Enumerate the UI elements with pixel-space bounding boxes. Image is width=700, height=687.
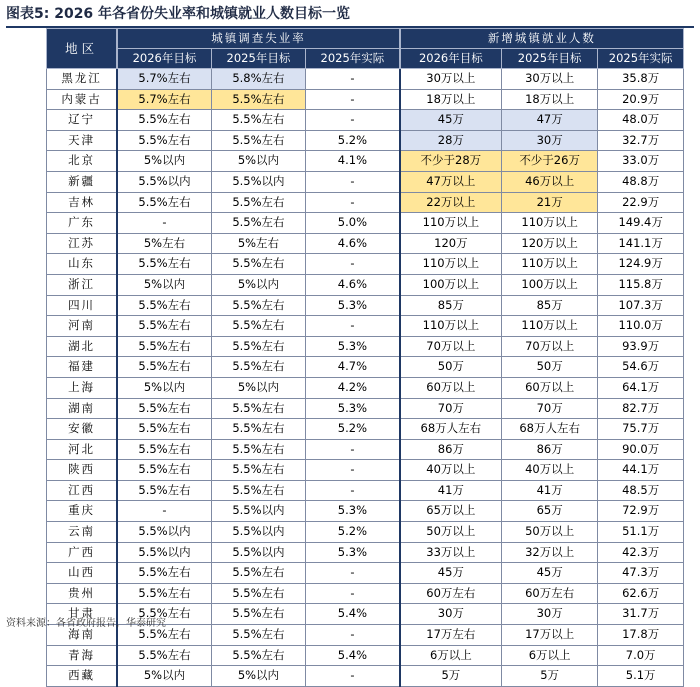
province-cell: 重庆 [47, 501, 118, 522]
unemployment-2025-actual-cell: - [306, 254, 400, 275]
employment-2025-actual-cell: 22.9万 [598, 192, 684, 213]
employment-2025-target-cell: 86万 [501, 439, 597, 460]
table-row [47, 192, 684, 213]
header-e-2025-target: 2025年目标 [501, 49, 597, 69]
table-row [47, 439, 684, 460]
unemployment-2025-target-cell: 5.5%左右 [211, 192, 305, 213]
unemployment-2025-target-cell: 5%以内 [211, 151, 305, 172]
employment-2025-target-cell: 30万以上 [501, 69, 597, 90]
header-employment-group: 新增城镇就业人数 [400, 29, 684, 49]
employment-2026-target-cell: 41万 [400, 480, 502, 501]
employment-2025-actual-cell: 93.9万 [598, 336, 684, 357]
employment-2026-target-cell: 85万 [400, 295, 502, 316]
unemployment-2025-target-cell: 5%以内 [211, 274, 305, 295]
unemployment-2025-target-cell: 5.5%左右 [211, 419, 305, 440]
province-cell: 湖北 [47, 336, 118, 357]
employment-2026-target-cell: 47万以上 [400, 171, 502, 192]
employment-2025-actual-cell: 42.3万 [598, 542, 684, 563]
unemployment-2025-target-cell: 5.5%左右 [211, 89, 305, 110]
unemployment-2026-target-cell: 5%左右 [117, 233, 211, 254]
unemployment-2026-target-cell: 5.7%左右 [117, 69, 211, 90]
table-row [47, 151, 684, 172]
province-cell: 贵州 [47, 583, 118, 604]
table-row [47, 460, 684, 481]
employment-2026-target-cell: 110万以上 [400, 316, 502, 337]
employment-2025-target-cell: 32万以上 [501, 542, 597, 563]
unemployment-2025-actual-cell: 5.0% [306, 213, 400, 234]
employment-2026-target-cell: 45万 [400, 563, 502, 584]
province-cell: 福建 [47, 357, 118, 378]
table-row [47, 480, 684, 501]
table-row [47, 522, 684, 543]
table-row [47, 274, 684, 295]
unemployment-2025-actual-cell: 5.2% [306, 522, 400, 543]
unemployment-2026-target-cell: 5.5%左右 [117, 563, 211, 584]
employment-2025-target-cell: 110万以上 [501, 213, 597, 234]
unemployment-2026-target-cell: 5%以内 [117, 151, 211, 172]
unemployment-2025-actual-cell: - [306, 171, 400, 192]
employment-2025-target-cell: 41万 [501, 480, 597, 501]
table-row [47, 89, 684, 110]
province-cell: 陕西 [47, 460, 118, 481]
table-row [47, 69, 684, 90]
employment-2025-target-cell: 110万以上 [501, 316, 597, 337]
unemployment-2026-target-cell: 5.5%左右 [117, 439, 211, 460]
employment-2026-target-cell: 70万 [400, 398, 502, 419]
unemployment-2025-target-cell: 5.5%左右 [211, 645, 305, 666]
header-region: 地区 [47, 29, 118, 69]
province-cell: 青海 [47, 645, 118, 666]
employment-2025-target-cell: 46万以上 [501, 171, 597, 192]
unemployment-2025-target-cell: 5.5%左右 [211, 604, 305, 625]
employment-2025-target-cell: 47万 [501, 110, 597, 131]
unemployment-2025-target-cell: 5.5%左右 [211, 110, 305, 131]
employment-2026-target-cell: 65万以上 [400, 501, 502, 522]
unemployment-2026-target-cell: 5.5%左右 [117, 398, 211, 419]
unemployment-2026-target-cell: 5.5%左右 [117, 604, 211, 625]
unemployment-2025-target-cell: 5.5%以内 [211, 542, 305, 563]
unemployment-2025-actual-cell: 5.3% [306, 542, 400, 563]
employment-2025-actual-cell: 47.3万 [598, 563, 684, 584]
unemployment-2026-target-cell: 5.5%以内 [117, 522, 211, 543]
unemployment-2025-target-cell: 5%以内 [211, 666, 305, 687]
employment-2026-target-cell: 6万以上 [400, 645, 502, 666]
employment-2025-target-cell: 17万以上 [501, 625, 597, 646]
unemployment-2025-actual-cell: 5.3% [306, 501, 400, 522]
unemployment-2025-actual-cell: - [306, 192, 400, 213]
employment-2025-actual-cell: 110.0万 [598, 316, 684, 337]
employment-2025-target-cell: 68万人左右 [501, 419, 597, 440]
employment-2026-target-cell: 22万以上 [400, 192, 502, 213]
table-row [47, 110, 684, 131]
employment-2026-target-cell: 45万 [400, 110, 502, 131]
province-cell: 河南 [47, 316, 118, 337]
unemployment-2025-actual-cell: 4.1% [306, 151, 400, 172]
employment-2026-target-cell: 60万以上 [400, 377, 502, 398]
province-cell: 江西 [47, 480, 118, 501]
employment-2025-target-cell: 60万左右 [501, 583, 597, 604]
source-note: 资料来源：各省政府报告，华泰研究 [6, 618, 166, 629]
employment-2025-target-cell: 65万 [501, 501, 597, 522]
employment-2025-actual-cell: 64.1万 [598, 377, 684, 398]
unemployment-2025-actual-cell: 4.6% [306, 233, 400, 254]
employment-2025-actual-cell: 141.1万 [598, 233, 684, 254]
table-row [47, 501, 684, 522]
unemployment-2025-target-cell: 5.5%左右 [211, 460, 305, 481]
employment-2025-actual-cell: 33.0万 [598, 151, 684, 172]
table-row [47, 563, 684, 584]
unemployment-2026-target-cell: 5.5%左右 [117, 480, 211, 501]
unemployment-2025-target-cell: 5.5%左右 [211, 398, 305, 419]
province-cell: 浙江 [47, 274, 118, 295]
unemployment-2026-target-cell: 5.7%左右 [117, 89, 211, 110]
unemployment-2025-actual-cell: - [306, 625, 400, 646]
unemployment-2026-target-cell: 5.5%左右 [117, 110, 211, 131]
table-row [47, 316, 684, 337]
employment-2025-target-cell: 不少于26万 [501, 151, 597, 172]
employment-2025-actual-cell: 48.0万 [598, 110, 684, 131]
employment-2025-target-cell: 40万以上 [501, 460, 597, 481]
unemployment-2026-target-cell: 5.5%左右 [117, 316, 211, 337]
table-row [47, 233, 684, 254]
unemployment-2026-target-cell: 5.5%左右 [117, 130, 211, 151]
unemployment-2025-actual-cell: - [306, 439, 400, 460]
employment-2026-target-cell: 40万以上 [400, 460, 502, 481]
province-cell: 新疆 [47, 171, 118, 192]
employment-2025-actual-cell: 90.0万 [598, 439, 684, 460]
province-cell: 天津 [47, 130, 118, 151]
figure-title: 图表5: 2026 年各省份失业率和城镇就业人数目标一览 [6, 6, 351, 22]
employment-2025-actual-cell: 5.1万 [598, 666, 684, 687]
employment-2025-target-cell: 100万以上 [501, 274, 597, 295]
table-row [47, 398, 684, 419]
employment-2025-target-cell: 50万 [501, 357, 597, 378]
employment-2026-target-cell: 120万 [400, 233, 502, 254]
unemployment-2025-actual-cell: 5.4% [306, 604, 400, 625]
province-cell: 江苏 [47, 233, 118, 254]
employment-2025-actual-cell: 17.8万 [598, 625, 684, 646]
employment-2026-target-cell: 60万左右 [400, 583, 502, 604]
unemployment-2025-target-cell: 5.5%左右 [211, 480, 305, 501]
header-u-2025-actual: 2025年实际 [306, 49, 400, 69]
employment-2026-target-cell: 70万以上 [400, 336, 502, 357]
employment-2025-target-cell: 6万以上 [501, 645, 597, 666]
province-cell: 河北 [47, 439, 118, 460]
unemployment-2025-actual-cell: 5.4% [306, 645, 400, 666]
employment-2026-target-cell: 33万以上 [400, 542, 502, 563]
employment-2026-target-cell: 17万左右 [400, 625, 502, 646]
employment-2025-actual-cell: 7.0万 [598, 645, 684, 666]
province-cell: 西藏 [47, 666, 118, 687]
unemployment-2025-actual-cell: 4.6% [306, 274, 400, 295]
province-cell: 辽宁 [47, 110, 118, 131]
table-row [47, 419, 684, 440]
unemployment-2025-actual-cell: - [306, 69, 400, 90]
unemployment-2025-target-cell: 5.5%左右 [211, 213, 305, 234]
unemployment-2025-actual-cell: 5.2% [306, 130, 400, 151]
unemployment-2026-target-cell: 5.5%左右 [117, 583, 211, 604]
unemployment-2026-target-cell: 5.5%以内 [117, 542, 211, 563]
province-cell: 四川 [47, 295, 118, 316]
unemployment-2025-target-cell: 5.5%以内 [211, 501, 305, 522]
province-cell: 北京 [47, 151, 118, 172]
unemployment-2025-target-cell: 5%左右 [211, 233, 305, 254]
unemployment-2026-target-cell: 5.5%以内 [117, 171, 211, 192]
unemployment-2025-actual-cell: 4.7% [306, 357, 400, 378]
employment-2025-actual-cell: 149.4万 [598, 213, 684, 234]
province-cell: 广西 [47, 542, 118, 563]
unemployment-2025-target-cell: 5.5%以内 [211, 171, 305, 192]
employment-2025-target-cell: 45万 [501, 563, 597, 584]
unemployment-2025-target-cell: 5.5%左右 [211, 254, 305, 275]
province-cell: 黑龙江 [47, 69, 118, 90]
targets-table [46, 28, 684, 687]
table-row [47, 666, 684, 687]
employment-2025-target-cell: 18万以上 [501, 89, 597, 110]
unemployment-2026-target-cell: - [117, 213, 211, 234]
employment-2025-target-cell: 30万 [501, 130, 597, 151]
employment-2026-target-cell: 100万以上 [400, 274, 502, 295]
unemployment-2026-target-cell: 5%以内 [117, 666, 211, 687]
employment-2026-target-cell: 50万 [400, 357, 502, 378]
employment-2025-actual-cell: 115.8万 [598, 274, 684, 295]
province-cell: 山东 [47, 254, 118, 275]
employment-2025-actual-cell: 44.1万 [598, 460, 684, 481]
unemployment-2025-target-cell: 5.8%左右 [211, 69, 305, 90]
header-u-2025-target: 2025年目标 [211, 49, 305, 69]
employment-2026-target-cell: 28万 [400, 130, 502, 151]
employment-2025-actual-cell: 54.6万 [598, 357, 684, 378]
employment-2025-target-cell: 70万以上 [501, 336, 597, 357]
unemployment-2026-target-cell: 5.5%左右 [117, 295, 211, 316]
unemployment-2025-actual-cell: - [306, 666, 400, 687]
employment-2025-actual-cell: 82.7万 [598, 398, 684, 419]
employment-2025-actual-cell: 48.5万 [598, 480, 684, 501]
province-cell: 内蒙古 [47, 89, 118, 110]
employment-2026-target-cell: 30万以上 [400, 69, 502, 90]
table-body [47, 69, 684, 687]
employment-2025-actual-cell: 75.7万 [598, 419, 684, 440]
table-row [47, 542, 684, 563]
employment-2025-target-cell: 60万以上 [501, 377, 597, 398]
unemployment-2025-actual-cell: 5.3% [306, 295, 400, 316]
employment-2025-target-cell: 5万 [501, 666, 597, 687]
unemployment-2025-actual-cell: 5.3% [306, 398, 400, 419]
header-u-2026-target: 2026年目标 [117, 49, 211, 69]
employment-2025-target-cell: 70万 [501, 398, 597, 419]
employment-2025-actual-cell: 31.7万 [598, 604, 684, 625]
province-cell: 海南 [47, 625, 118, 646]
table-row [47, 377, 684, 398]
table-row [47, 295, 684, 316]
unemployment-2026-target-cell: 5.5%左右 [117, 460, 211, 481]
unemployment-2025-target-cell: 5.5%左右 [211, 625, 305, 646]
table-row [47, 357, 684, 378]
employment-2026-target-cell: 50万以上 [400, 522, 502, 543]
employment-2025-actual-cell: 107.3万 [598, 295, 684, 316]
unemployment-2025-target-cell: 5%以内 [211, 377, 305, 398]
unemployment-2026-target-cell: 5.5%左右 [117, 254, 211, 275]
employment-2026-target-cell: 18万以上 [400, 89, 502, 110]
employment-2025-actual-cell: 51.1万 [598, 522, 684, 543]
unemployment-2025-actual-cell: 5.3% [306, 336, 400, 357]
unemployment-2025-actual-cell: - [306, 316, 400, 337]
unemployment-2026-target-cell: 5.5%左右 [117, 419, 211, 440]
table-row [47, 583, 684, 604]
unemployment-2025-actual-cell: 5.2% [306, 419, 400, 440]
unemployment-2026-target-cell: 5.5%左右 [117, 357, 211, 378]
employment-2025-actual-cell: 20.9万 [598, 89, 684, 110]
header-group-row [47, 29, 684, 49]
employment-2025-actual-cell: 72.9万 [598, 501, 684, 522]
header-unemployment-group: 城镇调查失业率 [117, 29, 400, 49]
header-e-2025-actual: 2025年实际 [598, 49, 684, 69]
unemployment-2025-target-cell: 5.5%左右 [211, 336, 305, 357]
employment-2025-target-cell: 120万以上 [501, 233, 597, 254]
unemployment-2026-target-cell: 5.5%左右 [117, 645, 211, 666]
unemployment-2026-target-cell: 5.5%左右 [117, 192, 211, 213]
employment-2025-target-cell: 30万 [501, 604, 597, 625]
province-cell: 湖南 [47, 398, 118, 419]
table-row [47, 336, 684, 357]
province-cell: 山西 [47, 563, 118, 584]
unemployment-2025-target-cell: 5.5%左右 [211, 130, 305, 151]
employment-2025-actual-cell: 62.6万 [598, 583, 684, 604]
province-cell: 广东 [47, 213, 118, 234]
unemployment-2025-actual-cell: - [306, 563, 400, 584]
province-cell: 甘肃 [47, 604, 118, 625]
employment-2025-target-cell: 50万以上 [501, 522, 597, 543]
table-row [47, 254, 684, 275]
employment-2026-target-cell: 110万以上 [400, 213, 502, 234]
unemployment-2026-target-cell: 5%以内 [117, 274, 211, 295]
unemployment-2025-actual-cell: - [306, 583, 400, 604]
employment-2026-target-cell: 86万 [400, 439, 502, 460]
unemployment-2025-actual-cell: - [306, 480, 400, 501]
unemployment-2025-actual-cell: 4.2% [306, 377, 400, 398]
employment-2025-target-cell: 21万 [501, 192, 597, 213]
province-cell: 上海 [47, 377, 118, 398]
employment-2026-target-cell: 68万人左右 [400, 419, 502, 440]
employment-2025-target-cell: 85万 [501, 295, 597, 316]
unemployment-2025-target-cell: 5.5%左右 [211, 316, 305, 337]
table-row [47, 213, 684, 234]
unemployment-2026-target-cell: 5.5%左右 [117, 625, 211, 646]
province-cell: 安徽 [47, 419, 118, 440]
employment-2025-actual-cell: 32.7万 [598, 130, 684, 151]
unemployment-2025-target-cell: 5.5%左右 [211, 583, 305, 604]
province-cell: 吉林 [47, 192, 118, 213]
table-row [47, 130, 684, 151]
table-row [47, 171, 684, 192]
unemployment-2025-target-cell: 5.5%以内 [211, 522, 305, 543]
employment-2026-target-cell: 30万 [400, 604, 502, 625]
unemployment-2025-target-cell: 5.5%左右 [211, 357, 305, 378]
unemployment-2025-actual-cell: - [306, 460, 400, 481]
unemployment-2026-target-cell: 5%以内 [117, 377, 211, 398]
unemployment-2025-actual-cell: - [306, 89, 400, 110]
employment-2025-actual-cell: 124.9万 [598, 254, 684, 275]
unemployment-2026-target-cell: 5.5%左右 [117, 336, 211, 357]
employment-2026-target-cell: 110万以上 [400, 254, 502, 275]
unemployment-2026-target-cell: - [117, 501, 211, 522]
employment-2025-actual-cell: 35.8万 [598, 69, 684, 90]
unemployment-2025-target-cell: 5.5%左右 [211, 295, 305, 316]
table-row [47, 645, 684, 666]
unemployment-2025-target-cell: 5.5%左右 [211, 439, 305, 460]
employment-2025-actual-cell: 48.8万 [598, 171, 684, 192]
employment-2025-target-cell: 110万以上 [501, 254, 597, 275]
unemployment-2025-actual-cell: - [306, 110, 400, 131]
header-sub-row [47, 49, 684, 69]
employment-2026-target-cell: 不少于28万 [400, 151, 502, 172]
province-cell: 云南 [47, 522, 118, 543]
unemployment-2025-target-cell: 5.5%左右 [211, 563, 305, 584]
employment-2026-target-cell: 5万 [400, 666, 502, 687]
header-e-2026-target: 2026年目标 [400, 49, 502, 69]
